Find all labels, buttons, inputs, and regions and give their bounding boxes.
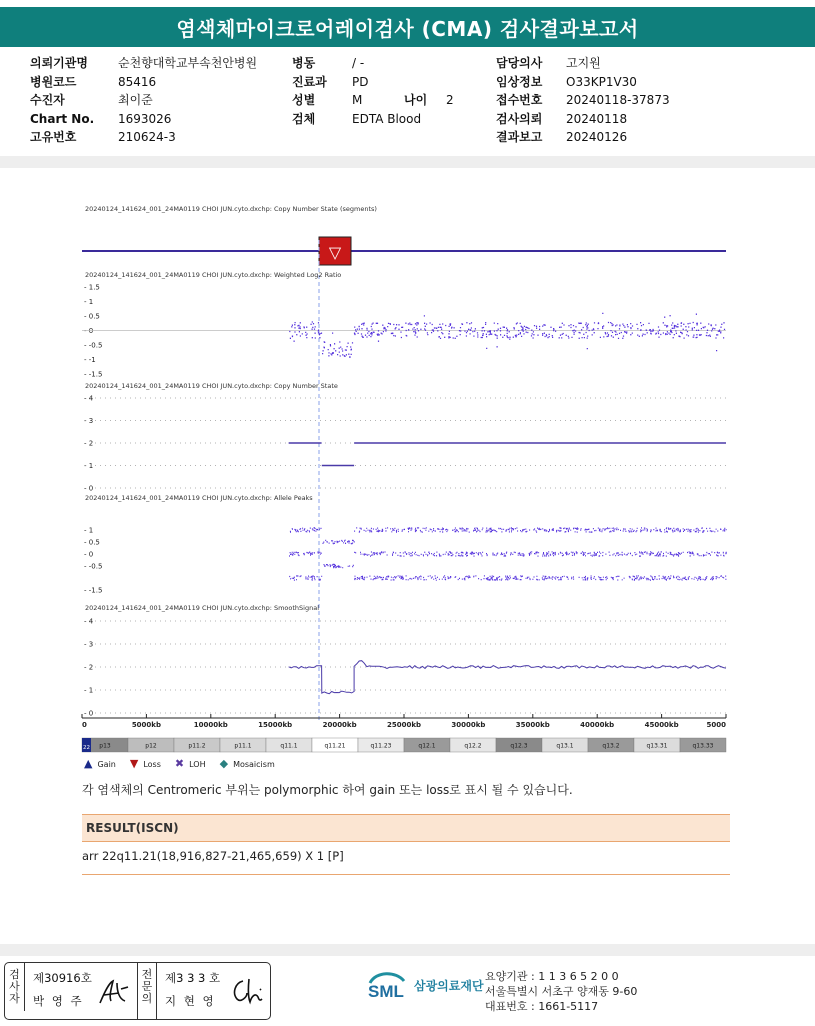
log2-caption: 20240124_141624_001_24MA0119 CHOI JUN.cyto.dxchp: Weighted Log2 Ratio [85,271,342,279]
label-clinical-info: 임상정보 [496,74,543,89]
allele-band-post-1 [354,552,727,556]
segments-caption: 20240124_141624_001_24MA0119 CHOI JUN.cyto.dxchp: Copy Number State (segments) [85,205,377,213]
label-sex: 성별 [292,93,316,107]
specialist-license-no: 제3 3 3 호 [165,971,221,985]
label-report-date: 결과보고 [496,130,543,144]
sml-logo-icon [366,969,408,1001]
x-axis-tick-label: 0 [82,721,87,729]
specialist-signature-icon [229,975,265,1007]
x-axis-tick-label: 20000kb [322,721,357,729]
examiner-vertical-label [5,963,25,1011]
allele-ytick-label: - -0.5 [84,562,103,571]
copy-number-ytick-label: - 0 [84,484,94,493]
log2-points-segment-1 [322,333,355,357]
value-request-date: 20240118 [566,111,628,126]
value-clinical-info: O33KP1V30 [566,74,637,89]
value-unique-no: 210624-3 [118,130,176,144]
log2-ytick-label: - 0 [84,327,94,335]
allele-band-post-2 [354,576,726,580]
ideogram-band-label: q13.1 [556,742,574,750]
examiner-label-char: 자 [9,992,20,1005]
footer-institution-code: 요양기관 : 1 1 3 6 5 2 0 0 [485,970,619,983]
allele-band-post-0 [354,528,726,532]
result-divider [82,874,730,875]
ideogram-band-label: q13.31 [646,742,668,750]
patient-info-col2 [292,54,454,128]
log2-ytick-label: - 1 [84,298,94,306]
label-request-date: 검사의뢰 [496,111,543,126]
examiner-label-char: 사 [9,980,20,993]
value-sex: M [352,93,363,107]
result-iscn: arr 22q11.21(18,916,827-21,465,659) X 1 [P] [82,849,344,863]
ideogram-band-label: p12 [145,742,157,750]
smooth-signal-ytick-label: - 3 [84,640,94,649]
allele-band-deleted-1 [324,564,354,567]
x-axis-tick-label: 30000kb [451,721,486,729]
x-axis-tick-label: 5000 [706,721,726,729]
org-name: 삼광의료재단 [414,978,484,993]
copy-number-ytick-label: - 2 [84,439,94,448]
value-chart-no: 1693026 [118,111,172,126]
divider-top [0,156,815,168]
x-axis-tick-label: 40000kb [580,721,615,729]
label-chart-no: Chart No. [30,111,95,126]
specialist-label-char: 문 [141,980,153,993]
examiner-name: 박 영 주 [33,994,84,1008]
value-institution: 순천향대학교부속천안병원 [118,56,258,70]
ideogram-band-label: q12.1 [418,742,436,750]
smooth-signal-line [289,661,726,694]
label-patient: 수진자 [30,93,65,107]
chart-legend [84,757,275,770]
centromere-note: 각 염색체의 Centromeric 부위는 polymorphic 하여 gain 또는 loss로 표시 될 수 있습니다. [82,783,573,797]
ideogram-band-label: q11.23 [370,742,392,750]
smooth-signal-ytick-label: - 1 [84,686,94,695]
smooth-signal-ytick-label: - 0 [84,709,94,718]
legend-mosaicism [220,757,275,770]
value-age: 2 [446,93,454,107]
legend-loss [130,757,161,770]
ideogram-band-label: p13 [99,742,111,750]
loh-icon: ✖ [174,757,185,770]
legend-mosaicism-label: Mosaicism [233,760,275,769]
label-receipt-no: 접수번호 [496,93,543,107]
label-ward: 병동 [292,56,316,70]
examiner-signature-icon [97,977,131,1007]
allele-band-pre-0 [290,528,322,532]
divider-bottom [0,944,815,956]
legend-gain-label: Gain [97,760,116,769]
cma-chart [0,195,815,775]
x-axis-tick-label: 35000kb [515,721,550,729]
log2-points-segment-2 [354,313,725,350]
allele-band-pre-2 [289,576,322,580]
x-axis-tick-label: 5000kb [131,721,161,729]
label-institution: 의뢰기관명 [30,56,88,70]
allele-ytick-label: - 1 [84,526,94,535]
legend-loss-label: Loss [143,760,161,769]
allele-band-pre-1 [289,552,322,556]
footer-phone: 대표번호 : 1661-5117 [485,1000,599,1013]
smooth-signal-ytick-label: - 2 [84,663,94,672]
x-axis-tick-label: 10000kb [193,721,228,729]
value-hospital-code: 85416 [118,74,157,89]
smooth-signal-ytick-label: - 4 [84,617,94,626]
log2-ytick-label: - 0.5 [84,312,100,321]
specialist-vertical-label [137,963,157,1019]
value-ward: / - [352,56,365,70]
allele-ytick-label: - -1.5 [84,586,103,595]
smooth-signal-caption: 20240124_141624_001_24MA0119 CHOI JUN.cyto.dxchp: SmoothSignal [85,604,319,612]
legend-gain [84,757,116,770]
allele-band-deleted-0 [323,540,355,544]
report-title: 염색체마이크로어레이검사 (CMA) 검사결과보고서 [0,7,815,47]
ideogram-band-label: q11.1 [280,742,298,750]
patient-info-col1 [30,54,257,147]
allele-ytick-label: - 0.5 [84,538,100,547]
copy-number-ytick-label: - 1 [84,462,94,470]
label-hospital-code: 병원코드 [30,74,77,89]
footer-address: 서울특별시 서초구 양재동 9-60 [485,985,638,998]
signature-box [4,962,271,1020]
log2-ytick-label: - 1.5 [84,283,100,292]
x-axis-tick-label: 25000kb [386,721,422,729]
chromosome-number: 22 [83,745,90,751]
mosaicism-icon: ◆ [219,757,229,770]
label-specimen: 검체 [292,111,316,126]
footer-contact [485,969,637,1014]
examiner-license-no: 제30916호 [33,971,92,985]
log2-points-segment-0 [289,322,322,341]
value-patient: 최이준 [118,93,153,107]
ideogram-band-label: q12.2 [464,742,482,750]
ideogram-band-label: p11.2 [188,742,206,750]
x-axis-tick-label: 45000kb [644,721,679,729]
label-doctor: 담당의사 [496,56,543,70]
value-specimen: EDTA Blood [352,111,422,126]
specialist-name: 지 현 영 [165,994,216,1008]
x-axis-tick-label: 15000kb [258,721,293,729]
ideogram-band-label: q12.3 [510,742,528,750]
value-report-date: 20240126 [566,130,628,144]
log2-ytick-label: - -1 [84,356,96,364]
ideogram-band-label: q13.2 [602,742,620,750]
label-age: 나이 [404,93,428,107]
sml-logo [366,969,484,1001]
value-receipt-no: 20240118-37873 [566,93,670,107]
copy-number-ytick-label: - 4 [84,394,94,403]
value-doctor: 고지원 [566,56,601,70]
ideogram-band-label: q11.21 [324,742,346,750]
ideogram-band-label: q13.33 [692,742,714,750]
allele-caption: 20240124_141624_001_24MA0119 CHOI JUN.cyto.dxchp: Allele Peaks [85,494,313,502]
ideogram-band-label: p11.1 [234,742,252,750]
copy-number-ytick-label: - 3 [84,417,94,425]
value-department: PD [352,74,369,89]
log2-ytick-label: - -0.5 [84,341,103,350]
log2-ytick-label: - -1.5 [84,370,103,379]
loss-icon: ▼ [129,757,139,770]
specialist-label-char: 의 [141,992,153,1005]
sml-logo-text: SML [368,982,404,1001]
patient-info-col3 [496,54,670,147]
result-heading: RESULT(ISCN) [82,814,730,842]
label-department: 진료과 [292,74,327,89]
legend-loh [175,757,206,770]
examiner-label-char: 검 [9,968,20,981]
legend-loh-label: LOH [189,760,206,769]
allele-ytick-label: - 0 [84,550,94,559]
label-unique-no: 고유번호 [30,130,77,144]
loss-marker-icon: ▽ [328,243,342,262]
gain-icon: ▲ [84,757,93,770]
copy-number-caption: 20240124_141624_001_24MA0119 CHOI JUN.cyto.dxchp: Copy Number State [85,382,338,390]
specialist-label-char: 전 [141,968,153,981]
